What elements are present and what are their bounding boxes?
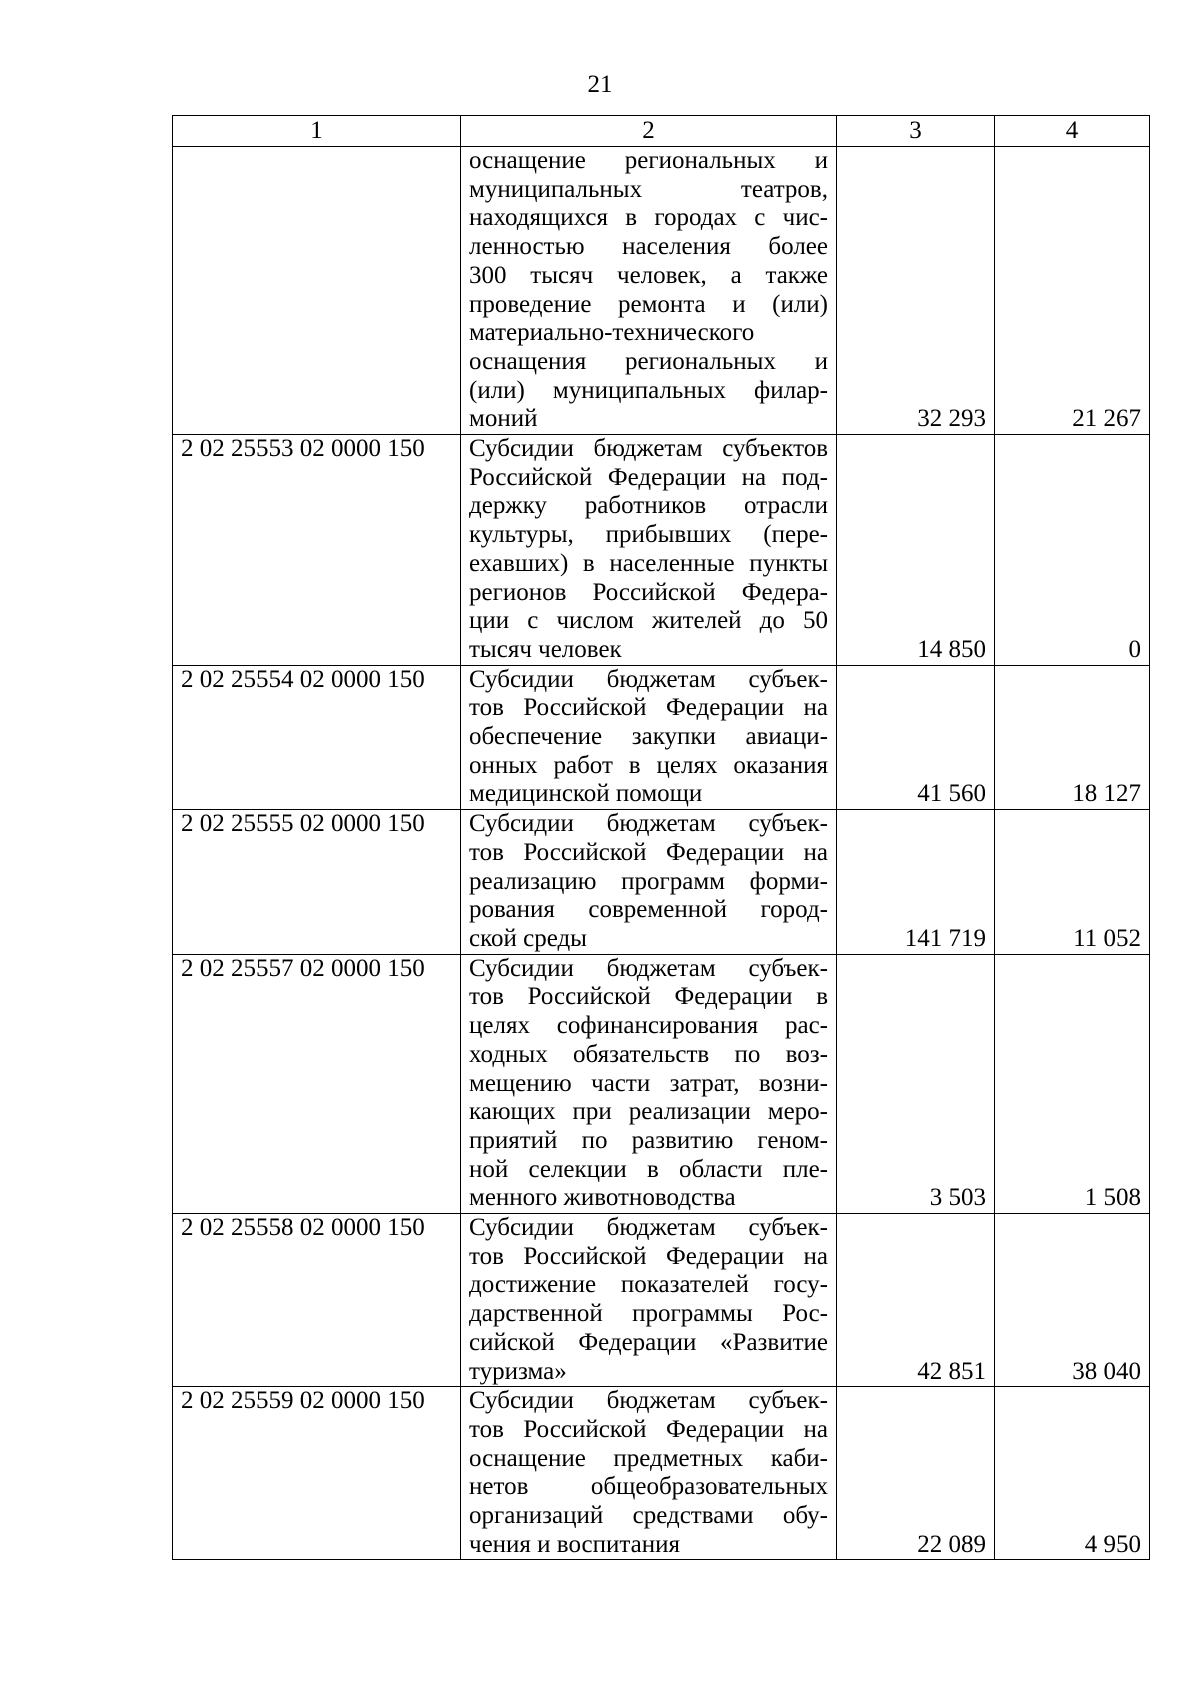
amount-column-4-cell: 4 950 [995, 1387, 1150, 1560]
income-name-line: 300 тысяч человек, а также [469, 261, 828, 289]
budget-table [172, 115, 1150, 1560]
table-row [173, 435, 1150, 666]
income-name-line: менного животноводства [469, 1184, 736, 1212]
income-name-line: медицинской помощи [469, 780, 703, 808]
amount-column-4-cell: 1 508 [995, 954, 1150, 1213]
income-code-cell: 2 02 25557 02 0000 150 [173, 954, 461, 1213]
income-name-line: реализацию программ форми- [469, 867, 828, 895]
income-name-cell [461, 1387, 837, 1560]
income-name-line: Субсидии бюджетам субъек- [469, 810, 828, 838]
income-name-line: культуры, прибывших (пере- [469, 521, 828, 549]
income-name-line: оснащение региональных и [469, 147, 828, 174]
amount-column-3-cell: 141 719 [837, 810, 995, 955]
amount-column-3-cell: 3 503 [837, 954, 995, 1213]
table-row [173, 954, 1150, 1213]
income-name-line: оснащение предметных каби- [469, 1444, 828, 1472]
income-name-line: оснащения региональных и [469, 347, 828, 375]
income-name-line: Субсидии бюджетам субъек- [469, 1214, 828, 1242]
income-name-line: мещению части затрат, возни- [469, 1069, 828, 1097]
income-name-cell [461, 665, 837, 810]
income-code-cell [173, 147, 461, 435]
income-name-line: Субсидии бюджетам субъек- [469, 954, 828, 982]
income-name-line: муниципальных театров, [469, 175, 828, 203]
column-header-4: 4 [995, 116, 1150, 147]
income-name-line: держку работников отрасли [469, 492, 828, 520]
income-name-line: тысяч человек [469, 635, 622, 663]
income-name-line: онных работ в целях оказания [469, 751, 828, 779]
amount-column-3-cell: 41 560 [837, 665, 995, 810]
amount-column-3-cell: 14 850 [837, 435, 995, 666]
column-header-1: 1 [173, 116, 461, 147]
income-code-cell: 2 02 25554 02 0000 150 [173, 665, 461, 810]
income-name-line: ции с числом жителей до 50 [469, 607, 828, 635]
table-header [173, 116, 1150, 147]
income-code-cell: 2 02 25558 02 0000 150 [173, 1214, 461, 1387]
income-name-line: нетов общеобразовательных [469, 1473, 828, 1501]
column-header-3: 3 [837, 116, 995, 147]
income-name-line: Субсидии бюджетам субъек- [469, 1387, 828, 1415]
income-name-line: кающих при реализации меро- [469, 1098, 828, 1126]
amount-column-4-cell: 0 [995, 435, 1150, 666]
income-code-cell: 2 02 25555 02 0000 150 [173, 810, 461, 955]
income-name-cell [461, 954, 837, 1213]
income-name-line: сийской Федерации «Развитие [469, 1328, 828, 1356]
income-name-cell [461, 810, 837, 955]
income-name-line: ской среды [469, 924, 587, 952]
amount-column-4-cell: 18 127 [995, 665, 1150, 810]
table-row [173, 1214, 1150, 1387]
income-name-line: тов Российской Федерации в [469, 983, 828, 1011]
income-name-line: Российской Федерации на под- [469, 463, 828, 491]
income-name-cell [461, 1214, 837, 1387]
income-name-line: ной селекции в области пле- [469, 1155, 828, 1183]
income-name-line: туризма» [469, 1357, 567, 1385]
income-name-line: приятий по развитию геном- [469, 1126, 828, 1154]
income-name-line: проведение ремонта и (или) [469, 290, 828, 318]
table-row [173, 147, 1150, 435]
income-name-cell [461, 435, 837, 666]
amount-column-4-cell: 21 267 [995, 147, 1150, 435]
amount-column-3-cell: 22 089 [837, 1387, 995, 1560]
amount-column-4-cell: 11 052 [995, 810, 1150, 955]
header-row [173, 116, 1150, 147]
income-name-line: моний [469, 405, 538, 433]
table-row [173, 1387, 1150, 1560]
page-number: 21 [587, 71, 613, 98]
income-name-line: Субсидии бюджетам субъектов [469, 435, 828, 463]
income-name-line: Субсидии бюджетам субъек- [469, 665, 828, 693]
amount-column-3-cell: 42 851 [837, 1214, 995, 1387]
income-code-cell: 2 02 25559 02 0000 150 [173, 1387, 461, 1560]
income-name-line: ходных обязательств по воз- [469, 1040, 828, 1068]
income-name-line: материально-технического [469, 319, 755, 347]
amount-column-3-cell: 32 293 [837, 147, 995, 435]
income-name-line: ехавших) в населенные пункты [469, 549, 828, 577]
income-name-line: рования современной город- [469, 896, 828, 924]
table-row [173, 810, 1150, 955]
income-name-line: чения и воспитания [469, 1530, 680, 1558]
column-header-2: 2 [461, 116, 837, 147]
income-name-line: тов Российской Федерации на [469, 1242, 828, 1270]
income-name-line: находящихся в городах с чис- [469, 204, 828, 232]
income-name-line: тов Российской Федерации на [469, 694, 828, 722]
income-name-line: обеспечение закупки авиаци- [469, 723, 828, 751]
income-name-line: тов Российской Федерации на [469, 1415, 828, 1443]
income-name-line: достижение показателей госу- [469, 1271, 828, 1299]
income-code-cell: 2 02 25553 02 0000 150 [173, 435, 461, 666]
income-name-line: организаций средствами обу- [469, 1502, 828, 1530]
table-body [173, 147, 1150, 1560]
income-name-line: тов Российской Федерации на [469, 838, 828, 866]
table-row [173, 665, 1150, 810]
income-name-line: целях софинансирования рас- [469, 1012, 828, 1040]
income-name-line: регионов Российской Федера- [469, 578, 828, 606]
amount-column-4-cell: 38 040 [995, 1214, 1150, 1387]
income-name-line: (или) муниципальных филар- [469, 376, 828, 404]
income-name-cell [461, 147, 837, 435]
income-name-line: ленностью населения более [469, 233, 828, 261]
income-name-line: дарственной программы Рос- [469, 1300, 828, 1328]
